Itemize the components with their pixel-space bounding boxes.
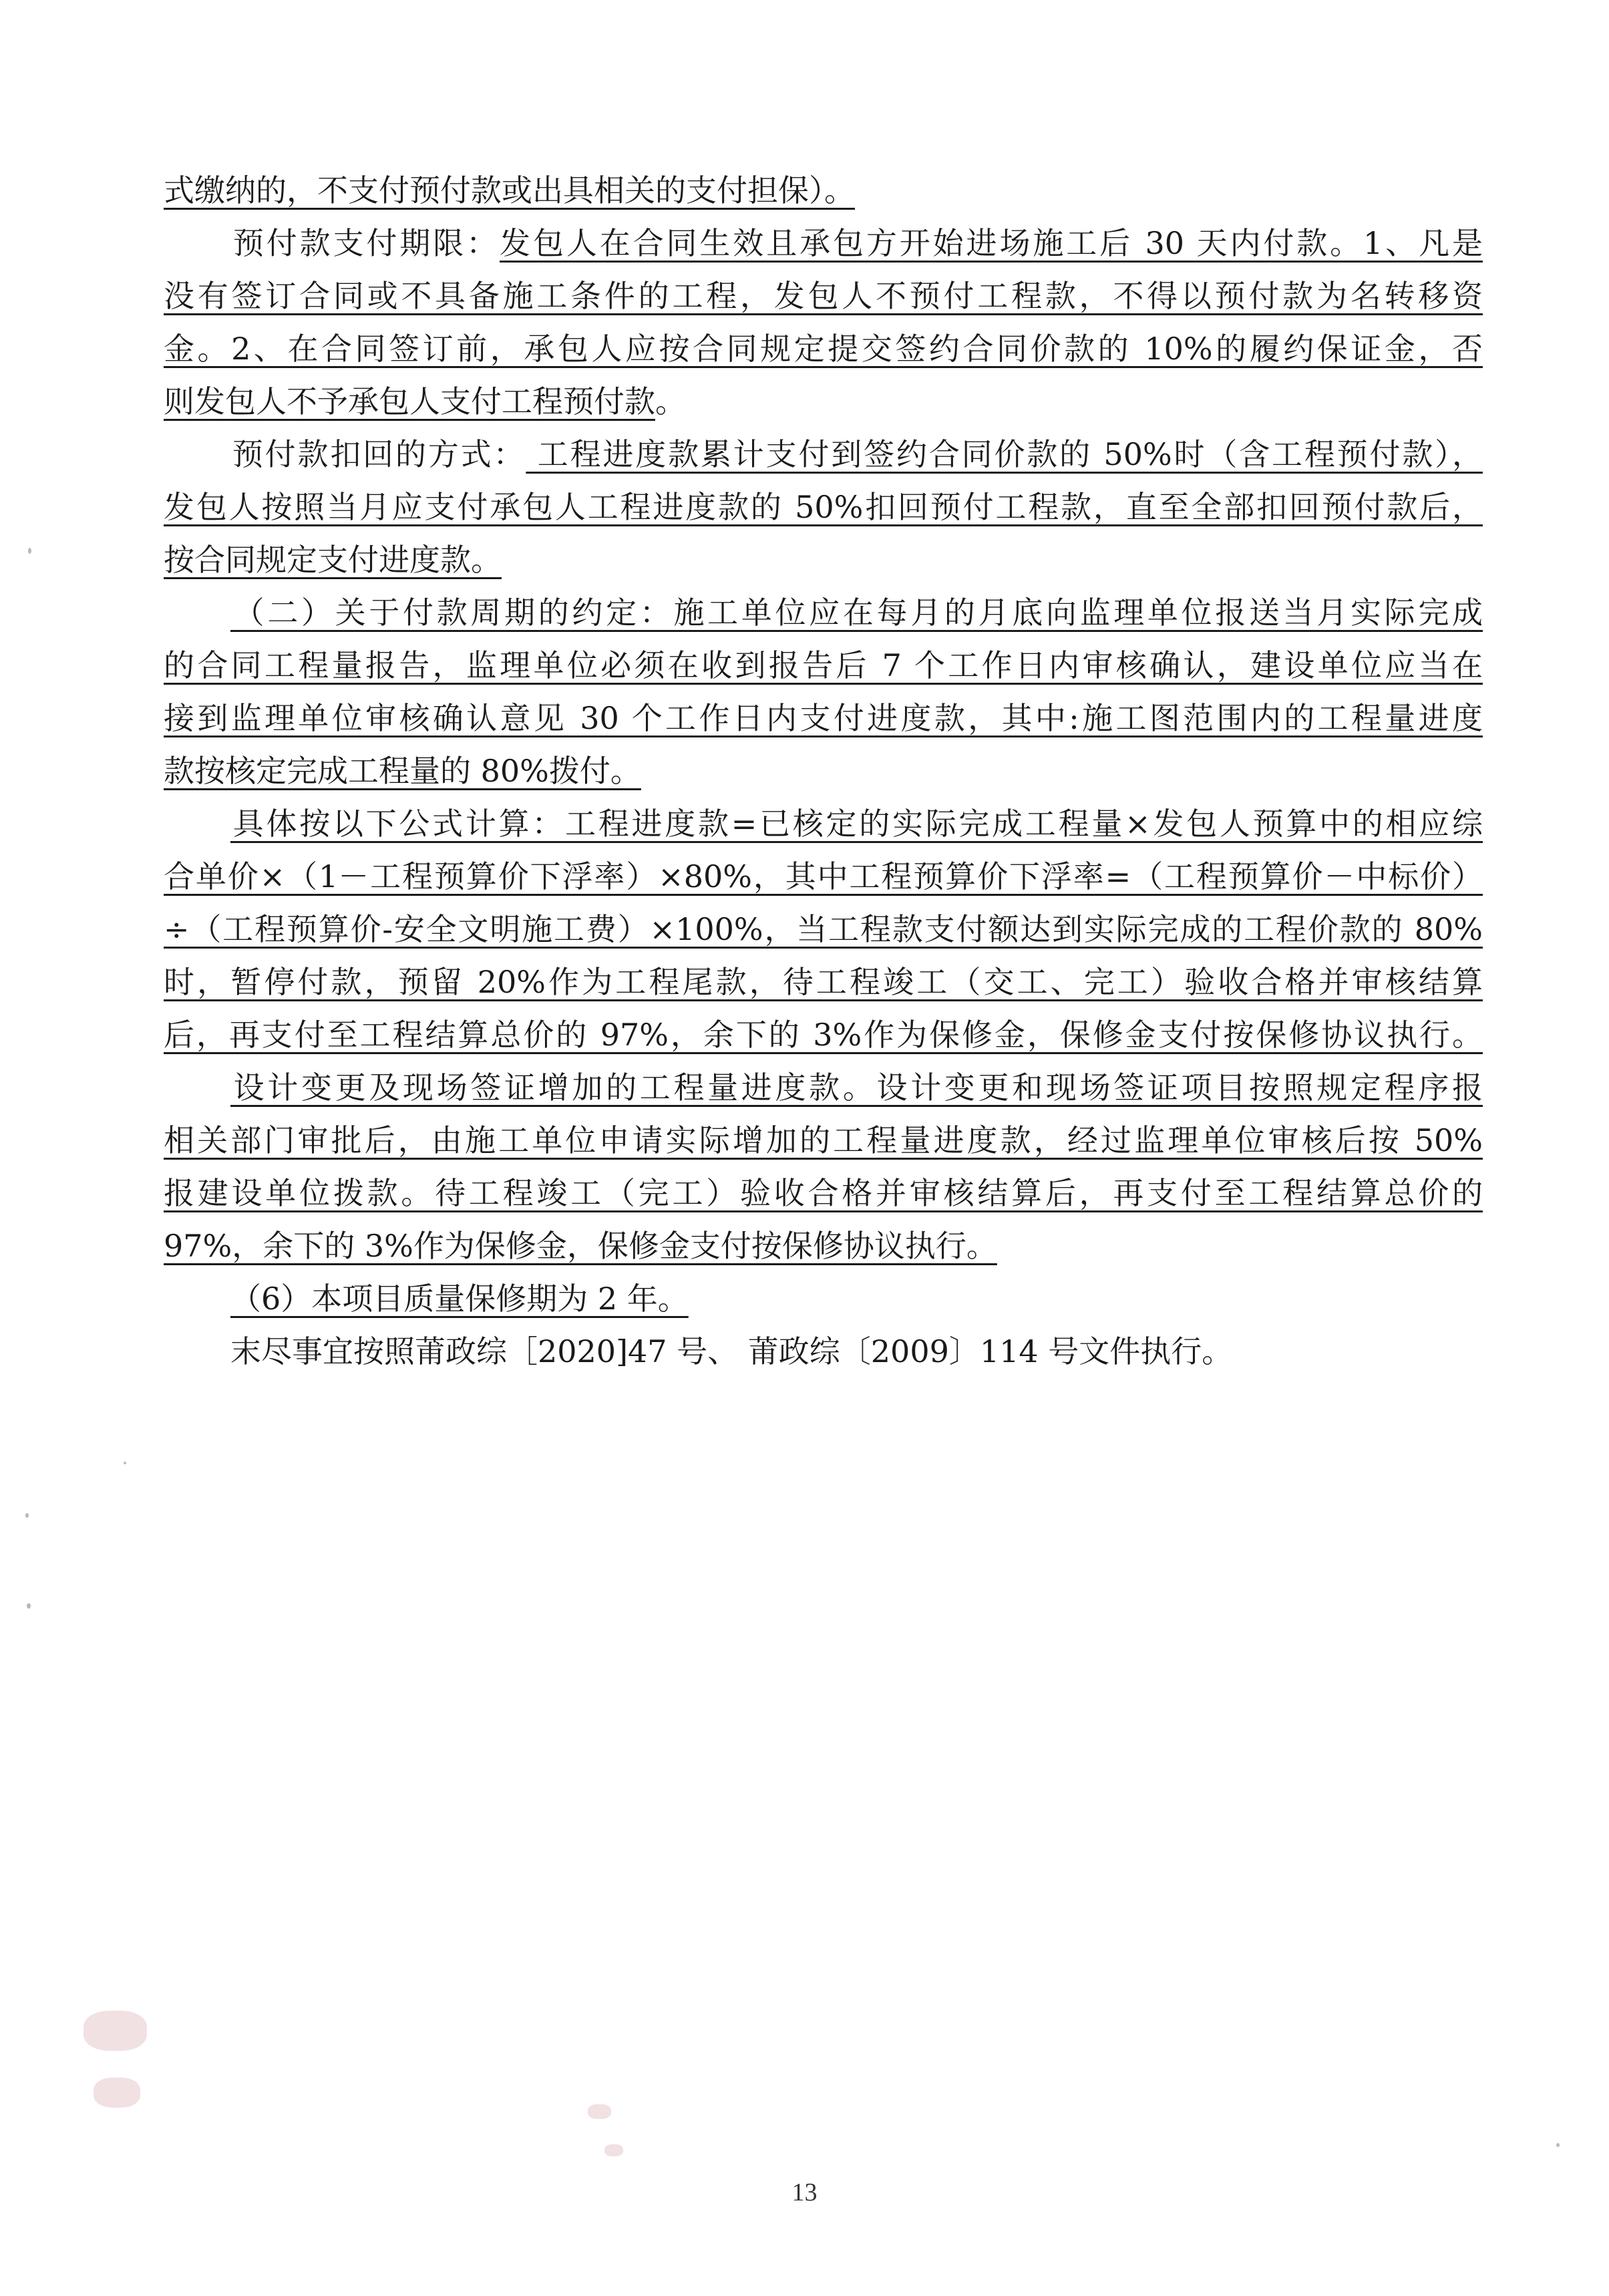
text-line	[164, 1167, 1483, 1220]
plain-text: 预付款支付期限：	[230, 225, 500, 261]
text-line	[164, 798, 1483, 850]
underlined-text: 没有签订合同或不具备施工条件的工程，发包人不预付工程款，不得以预付款为名转移资	[164, 278, 1483, 314]
text-line	[164, 956, 1483, 1009]
underlined-text: 的合同工程量报告，监理单位必须在收到报告后 7 个工作日内审核确认，建设单位应当在	[164, 647, 1483, 683]
underlined-text: 97%，余下的 3%作为保修金，保修金支付按保修协议执行。	[164, 1228, 997, 1264]
text-line	[164, 587, 1483, 639]
text-line	[164, 1009, 1483, 1061]
text-line	[164, 164, 1483, 217]
underlined-text: （6）本项目质量保修期为 2 年。	[230, 1281, 689, 1317]
text-line	[164, 323, 1483, 375]
underlined-text: 报建设单位拨款。待工程竣工（完工）验收合格并审核结算后，再支付至工程结算总价的	[164, 1175, 1483, 1211]
text-line	[164, 375, 1483, 428]
scan-smudge	[83, 2011, 147, 2051]
underlined-text: 金。2、在合同签订前，承包人应按合同规定提交签约合同价款的 10%的履约保证金，否	[164, 331, 1483, 367]
scan-speck	[25, 1513, 29, 1518]
scan-speck	[1556, 2143, 1560, 2147]
plain-text: 末尽事宜按照莆政综［2020]47 号、 莆政综〔2009〕114 号文件执行。	[230, 1333, 1233, 1369]
plain-text: 。	[655, 383, 686, 420]
text-line	[164, 1220, 1483, 1273]
plain-text: 预付款扣回的方式：	[230, 436, 526, 472]
text-line	[164, 217, 1483, 270]
scan-speck	[28, 548, 31, 554]
underlined-text: 按合同规定支付进度款。	[164, 542, 502, 578]
page-number: 13	[791, 2178, 818, 2206]
text-line	[164, 850, 1483, 903]
text-line	[164, 1114, 1483, 1167]
underlined-text: 发包人按照当月应支付承包人工程进度款的 50%扣回预付工程款，直至全部扣回预付款后，	[164, 489, 1483, 525]
underlined-text: 接到监理单位审核确认意见 30 个工作日内支付进度款，其中:施工图范围内的工程量进度	[164, 700, 1483, 736]
scan-smudge	[604, 2144, 623, 2156]
text-line	[164, 1325, 1483, 1378]
text-line	[164, 745, 1483, 798]
underlined-text: 相关部门审批后，由施工单位申请实际增加的工程量进度款，经过监理单位审核后按 50%	[164, 1122, 1483, 1158]
underlined-text: ÷（工程预算价-安全文明施工费）×100%，当工程款支付额达到实际完成的工程价款的 80%	[164, 911, 1483, 947]
underlined-text: 后，再支付至工程结算总价的 97%，余下的 3%作为保修金，保修金支付按保修协议执行。	[164, 1017, 1483, 1053]
underlined-text: 款按核定完成工程量的 80%拨付。	[164, 753, 641, 789]
text-line	[164, 270, 1483, 323]
body-text	[164, 164, 1483, 1378]
text-line	[164, 428, 1483, 481]
text-line	[164, 903, 1483, 956]
text-line	[164, 639, 1483, 692]
text-line	[164, 534, 1483, 587]
scan-smudge	[588, 2104, 611, 2119]
underlined-text: 工程进度款累计支付到签约合同价款的 50%时（含工程预付款），	[526, 436, 1483, 472]
scan-speck	[124, 1462, 126, 1464]
text-line	[164, 1061, 1483, 1114]
underlined-text: 具体按以下公式计算：工程进度款=已核定的实际完成工程量×发包人预算中的相应综	[230, 806, 1483, 842]
underlined-text: 设计变更及现场签证增加的工程量进度款。设计变更和现场签证项目按照规定程序报	[230, 1070, 1483, 1106]
underlined-text: 合单价×（1－工程预算价下浮率）×80%，其中工程预算价下浮率=（工程预算价－中标价）	[164, 858, 1483, 894]
underlined-text: 时，暂停付款，预留 20%作为工程尾款，待工程竣工（交工、完工）验收合格并审核结算	[164, 964, 1483, 1000]
scan-smudge	[94, 2078, 140, 2108]
underlined-text: 式缴纳的，不支付预付款或出具相关的支付担保）。	[164, 172, 855, 208]
scan-speck	[27, 1603, 31, 1609]
text-line	[164, 481, 1483, 534]
underlined-text: 发包人在合同生效且承包方开始进场施工后 30 天内付款。1、凡是	[500, 225, 1483, 261]
underlined-text: 则发包人不予承包人支付工程预付款	[164, 383, 655, 420]
underlined-text: （二）关于付款周期的约定：施工单位应在每月的月底向监理单位报送当月实际完成	[230, 595, 1483, 631]
text-line	[164, 692, 1483, 745]
text-line	[164, 1273, 1483, 1325]
